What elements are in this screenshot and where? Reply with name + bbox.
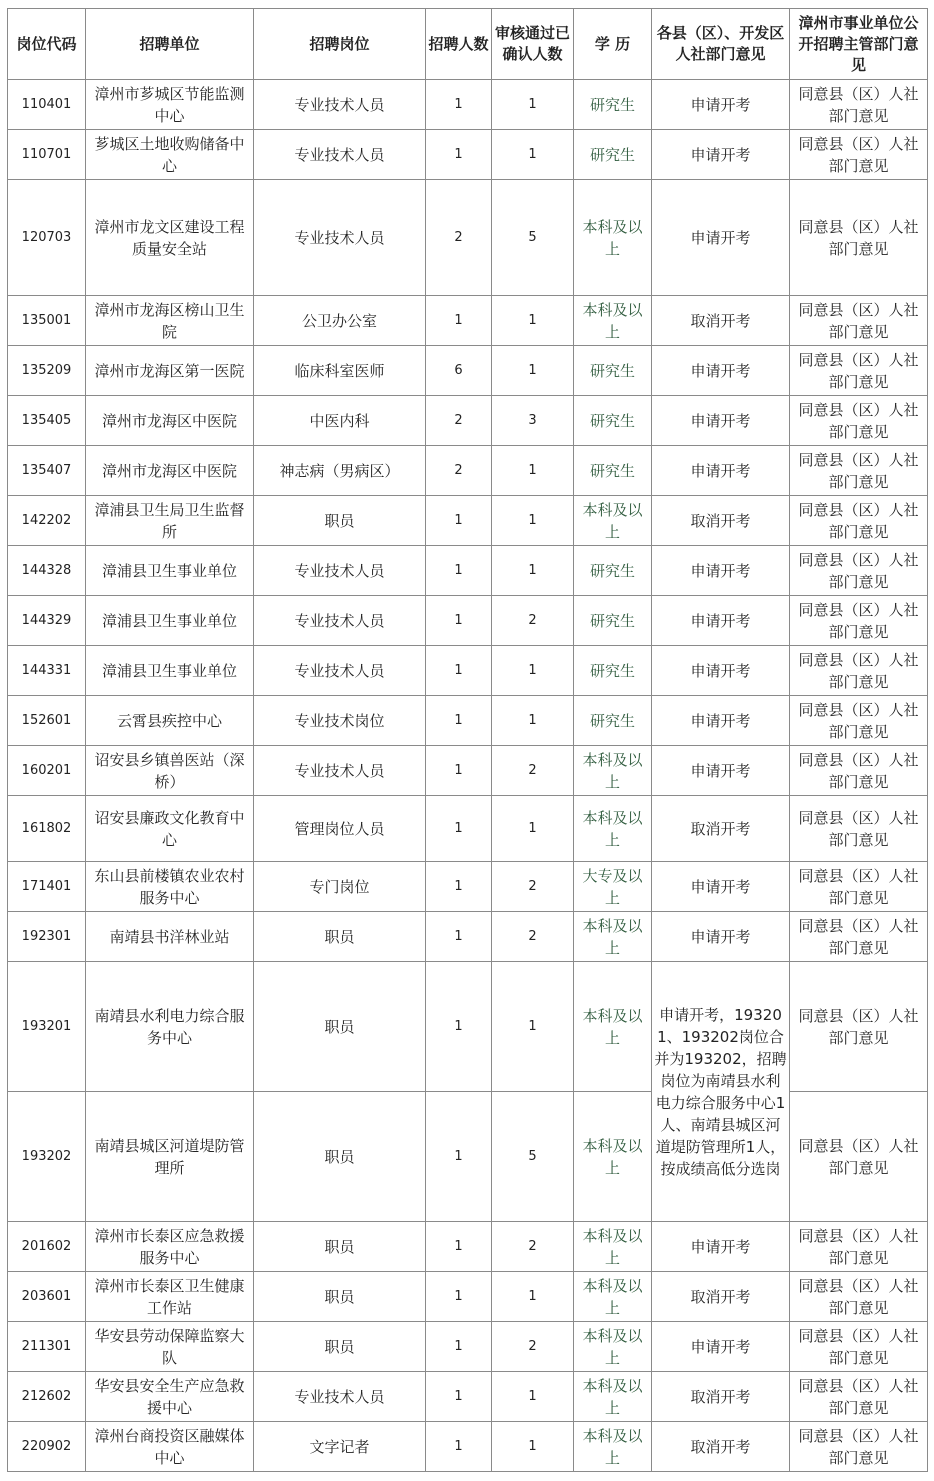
cell-post: 职员: [254, 1322, 426, 1372]
cell-confirmed: 1: [492, 296, 574, 346]
cell-county-opinion: 申请开考: [652, 696, 790, 746]
cell-dept-opinion: 同意县（区）人社部门意见: [790, 1222, 928, 1272]
table-row: [8, 1092, 928, 1222]
cell-unit: 华安县安全生产应急救援中心: [86, 1372, 254, 1422]
cell-dept-opinion: 同意县（区）人社部门意见: [790, 796, 928, 862]
cell-education: 本科及以上: [574, 796, 652, 862]
header-education: 学 历: [574, 9, 652, 80]
cell-code: 135209: [8, 346, 86, 396]
cell-post: 职员: [254, 1272, 426, 1322]
cell-county-opinion: 取消开考: [652, 496, 790, 546]
cell-unit: 南靖县城区河道堤防管理所: [86, 1092, 254, 1222]
cell-post: 专业技术人员: [254, 180, 426, 296]
table-row: [8, 396, 928, 446]
cell-education: 本科及以上: [574, 296, 652, 346]
cell-count: 2: [426, 446, 492, 496]
cell-confirmed: 2: [492, 1222, 574, 1272]
cell-post: 中医内科: [254, 396, 426, 446]
cell-education: 研究生: [574, 546, 652, 596]
cell-code: 212602: [8, 1372, 86, 1422]
cell-county-opinion: 申请开考: [652, 446, 790, 496]
cell-count: 2: [426, 396, 492, 446]
cell-confirmed: 2: [492, 596, 574, 646]
cell-count: 1: [426, 546, 492, 596]
cell-count: 1: [426, 80, 492, 130]
cell-dept-opinion: 同意县（区）人社部门意见: [790, 746, 928, 796]
cell-education: 研究生: [574, 446, 652, 496]
cell-unit: 诏安县廉政文化教育中心: [86, 796, 254, 862]
table-row: [8, 746, 928, 796]
cell-unit: 诏安县乡镇兽医站（深桥）: [86, 746, 254, 796]
cell-unit: 漳浦县卫生事业单位: [86, 646, 254, 696]
cell-code: 193201: [8, 962, 86, 1092]
cell-post: 专业技术人员: [254, 746, 426, 796]
cell-count: 1: [426, 796, 492, 862]
cell-count: 1: [426, 1272, 492, 1322]
cell-education: 本科及以上: [574, 912, 652, 962]
cell-count: 1: [426, 596, 492, 646]
cell-count: 1: [426, 1092, 492, 1222]
recruitment-table: [7, 8, 928, 1472]
header-count: 招聘人数: [426, 9, 492, 80]
cell-dept-opinion: 同意县（区）人社部门意见: [790, 862, 928, 912]
cell-code: 203601: [8, 1272, 86, 1322]
cell-count: 1: [426, 962, 492, 1092]
cell-unit: 漳浦县卫生局卫生监督所: [86, 496, 254, 546]
cell-count: 1: [426, 130, 492, 180]
cell-post: 专业技术人员: [254, 646, 426, 696]
cell-education: 研究生: [574, 346, 652, 396]
cell-county-opinion: 申请开考: [652, 596, 790, 646]
cell-count: 1: [426, 1422, 492, 1472]
table-row: [8, 546, 928, 596]
cell-code: 144329: [8, 596, 86, 646]
cell-post: 专业技术人员: [254, 1372, 426, 1422]
table-row: [8, 346, 928, 396]
cell-unit: 南靖县书洋林业站: [86, 912, 254, 962]
cell-unit: 漳州市长泰区应急救援服务中心: [86, 1222, 254, 1272]
cell-county-opinion: 申请开考: [652, 912, 790, 962]
cell-count: 1: [426, 912, 492, 962]
cell-dept-opinion: 同意县（区）人社部门意见: [790, 180, 928, 296]
cell-education: 研究生: [574, 596, 652, 646]
cell-dept-opinion: 同意县（区）人社部门意见: [790, 1322, 928, 1372]
cell-dept-opinion: 同意县（区）人社部门意见: [790, 912, 928, 962]
cell-education: 本科及以上: [574, 1222, 652, 1272]
cell-county-opinion: 申请开考: [652, 346, 790, 396]
cell-count: 1: [426, 496, 492, 546]
cell-dept-opinion: 同意县（区）人社部门意见: [790, 546, 928, 596]
cell-confirmed: 1: [492, 962, 574, 1092]
cell-unit: 漳州市芗城区节能监测中心: [86, 80, 254, 130]
cell-unit: 漳州市龙文区建设工程质量安全站: [86, 180, 254, 296]
cell-confirmed: 2: [492, 746, 574, 796]
cell-confirmed: 2: [492, 862, 574, 912]
cell-county-opinion: 申请开考: [652, 1322, 790, 1372]
cell-unit: 南靖县水利电力综合服务中心: [86, 962, 254, 1092]
cell-code: 161802: [8, 796, 86, 862]
cell-county-opinion: 申请开考: [652, 862, 790, 912]
table-row: [8, 696, 928, 746]
cell-county-opinion: 申请开考: [652, 80, 790, 130]
cell-unit: 华安县劳动保障监察大队: [86, 1322, 254, 1372]
table-row: [8, 180, 928, 296]
table-row: [8, 1322, 928, 1372]
cell-unit: 漳浦县卫生事业单位: [86, 596, 254, 646]
cell-unit: 云霄县疾控中心: [86, 696, 254, 746]
cell-code: 211301: [8, 1322, 86, 1372]
table-row: [8, 1372, 928, 1422]
table-row: [8, 596, 928, 646]
cell-count: 1: [426, 862, 492, 912]
table-row: [8, 296, 928, 346]
cell-unit: 东山县前楼镇农业农村服务中心: [86, 862, 254, 912]
cell-education: 研究生: [574, 646, 652, 696]
cell-post: 专业技术人员: [254, 130, 426, 180]
cell-dept-opinion: 同意县（区）人社部门意见: [790, 596, 928, 646]
cell-dept-opinion: 同意县（区）人社部门意见: [790, 1272, 928, 1322]
table-row: [8, 496, 928, 546]
cell-dept-opinion: 同意县（区）人社部门意见: [790, 80, 928, 130]
cell-code: 142202: [8, 496, 86, 546]
cell-education: 本科及以上: [574, 746, 652, 796]
table-row: [8, 1222, 928, 1272]
cell-education: 本科及以上: [574, 1092, 652, 1222]
cell-count: 1: [426, 696, 492, 746]
cell-dept-opinion: 同意县（区）人社部门意见: [790, 1422, 928, 1472]
table-row: [8, 130, 928, 180]
cell-post: 职员: [254, 496, 426, 546]
cell-unit: 漳浦县卫生事业单位: [86, 546, 254, 596]
cell-unit: 漳州市龙海区榜山卫生院: [86, 296, 254, 346]
cell-post: 专门岗位: [254, 862, 426, 912]
cell-confirmed: 1: [492, 130, 574, 180]
cell-dept-opinion: 同意县（区）人社部门意见: [790, 1372, 928, 1422]
cell-confirmed: 2: [492, 1322, 574, 1372]
cell-education: 本科及以上: [574, 962, 652, 1092]
cell-code: 171401: [8, 862, 86, 912]
cell-code: 144331: [8, 646, 86, 696]
cell-education: 本科及以上: [574, 496, 652, 546]
cell-county-opinion: 申请开考: [652, 746, 790, 796]
cell-education: 本科及以上: [574, 180, 652, 296]
cell-confirmed: 5: [492, 180, 574, 296]
cell-dept-opinion: 同意县（区）人社部门意见: [790, 446, 928, 496]
cell-count: 1: [426, 746, 492, 796]
cell-confirmed: 1: [492, 696, 574, 746]
cell-post: 职员: [254, 962, 426, 1092]
cell-unit: 漳州台商投资区融媒体中心: [86, 1422, 254, 1472]
cell-code: 201602: [8, 1222, 86, 1272]
cell-post: 职员: [254, 912, 426, 962]
header-code: 岗位代码: [8, 9, 86, 80]
header-confirmed: 审核通过已确认人数: [492, 9, 574, 80]
cell-count: 1: [426, 296, 492, 346]
cell-unit: 漳州市长泰区卫生健康工作站: [86, 1272, 254, 1322]
cell-code: 192301: [8, 912, 86, 962]
cell-count: 1: [426, 646, 492, 696]
cell-confirmed: 2: [492, 912, 574, 962]
cell-post: 管理岗位人员: [254, 796, 426, 862]
cell-code: 144328: [8, 546, 86, 596]
cell-county-opinion: 取消开考: [652, 1272, 790, 1322]
cell-dept-opinion: 同意县（区）人社部门意见: [790, 646, 928, 696]
cell-unit: 漳州市龙海区中医院: [86, 396, 254, 446]
cell-dept-opinion: 同意县（区）人社部门意见: [790, 1092, 928, 1222]
cell-county-opinion: 申请开考: [652, 396, 790, 446]
table-row: [8, 1272, 928, 1322]
cell-code: 152601: [8, 696, 86, 746]
cell-code: 110701: [8, 130, 86, 180]
cell-dept-opinion: 同意县（区）人社部门意见: [790, 696, 928, 746]
cell-confirmed: 1: [492, 446, 574, 496]
cell-education: 研究生: [574, 80, 652, 130]
cell-education: 本科及以上: [574, 1422, 652, 1472]
cell-education: 本科及以上: [574, 1372, 652, 1422]
cell-county-opinion: 取消开考: [652, 1372, 790, 1422]
table-row: [8, 646, 928, 696]
cell-county-opinion: 申请开考: [652, 1222, 790, 1272]
header-dept-opinion: 漳州市事业单位公开招聘主管部门意见: [790, 9, 928, 80]
cell-education: 本科及以上: [574, 1322, 652, 1372]
cell-post: 文字记者: [254, 1422, 426, 1472]
cell-post: 公卫办公室: [254, 296, 426, 346]
table-row: [8, 80, 928, 130]
cell-confirmed: 1: [492, 546, 574, 596]
cell-confirmed: 1: [492, 1272, 574, 1322]
cell-post: 临床科室医师: [254, 346, 426, 396]
table-row: [8, 796, 928, 862]
cell-unit: 芗城区土地收购储备中心: [86, 130, 254, 180]
cell-code: 135407: [8, 446, 86, 496]
cell-county-opinion-merged: 申请开考，193201、193202岗位合并为193202，招聘岗位为南靖县水利电力综合服务中心1人、南靖县城区河道堤防管理所1人，按成绩高低分选岗: [652, 962, 790, 1222]
table-row: [8, 962, 928, 1092]
cell-dept-opinion: 同意县（区）人社部门意见: [790, 346, 928, 396]
cell-code: 135405: [8, 396, 86, 446]
cell-code: 220902: [8, 1422, 86, 1472]
cell-post: 专业技术岗位: [254, 696, 426, 746]
cell-dept-opinion: 同意县（区）人社部门意见: [790, 130, 928, 180]
cell-code: 120703: [8, 180, 86, 296]
header-post: 招聘岗位: [254, 9, 426, 80]
cell-count: 1: [426, 1222, 492, 1272]
table-row: [8, 912, 928, 962]
cell-education: 研究生: [574, 396, 652, 446]
cell-county-opinion: 申请开考: [652, 180, 790, 296]
table-row: [8, 1422, 928, 1472]
cell-confirmed: 1: [492, 1422, 574, 1472]
cell-unit: 漳州市龙海区第一医院: [86, 346, 254, 396]
cell-confirmed: 5: [492, 1092, 574, 1222]
cell-dept-opinion: 同意县（区）人社部门意见: [790, 962, 928, 1092]
cell-education: 大专及以上: [574, 862, 652, 912]
table-row: [8, 862, 928, 912]
cell-county-opinion: 申请开考: [652, 130, 790, 180]
cell-county-opinion: 取消开考: [652, 296, 790, 346]
cell-post: 职员: [254, 1222, 426, 1272]
cell-county-opinion: 取消开考: [652, 796, 790, 862]
cell-post: 神志病（男病区）: [254, 446, 426, 496]
cell-education: 本科及以上: [574, 1272, 652, 1322]
header-unit: 招聘单位: [86, 9, 254, 80]
cell-post: 专业技术人员: [254, 546, 426, 596]
cell-confirmed: 1: [492, 796, 574, 862]
cell-education: 研究生: [574, 696, 652, 746]
cell-dept-opinion: 同意县（区）人社部门意见: [790, 496, 928, 546]
cell-confirmed: 1: [492, 1372, 574, 1422]
cell-code: 160201: [8, 746, 86, 796]
cell-post: 职员: [254, 1092, 426, 1222]
cell-code: 135001: [8, 296, 86, 346]
cell-confirmed: 1: [492, 496, 574, 546]
cell-dept-opinion: 同意县（区）人社部门意见: [790, 296, 928, 346]
cell-confirmed: 3: [492, 396, 574, 446]
cell-count: 1: [426, 1372, 492, 1422]
table-row: [8, 446, 928, 496]
cell-confirmed: 1: [492, 80, 574, 130]
cell-count: 2: [426, 180, 492, 296]
cell-confirmed: 1: [492, 346, 574, 396]
cell-confirmed: 1: [492, 646, 574, 696]
cell-county-opinion: 申请开考: [652, 546, 790, 596]
cell-code: 110401: [8, 80, 86, 130]
cell-dept-opinion: 同意县（区）人社部门意见: [790, 396, 928, 446]
cell-county-opinion: 取消开考: [652, 1422, 790, 1472]
cell-education: 研究生: [574, 130, 652, 180]
cell-post: 专业技术人员: [254, 596, 426, 646]
cell-count: 1: [426, 1322, 492, 1372]
header-county-opinion: 各县（区）、开发区人社部门意见: [652, 9, 790, 80]
cell-unit: 漳州市龙海区中医院: [86, 446, 254, 496]
cell-count: 6: [426, 346, 492, 396]
header-row: [8, 9, 928, 80]
cell-post: 专业技术人员: [254, 80, 426, 130]
cell-code: 193202: [8, 1092, 86, 1222]
cell-county-opinion: 申请开考: [652, 646, 790, 696]
